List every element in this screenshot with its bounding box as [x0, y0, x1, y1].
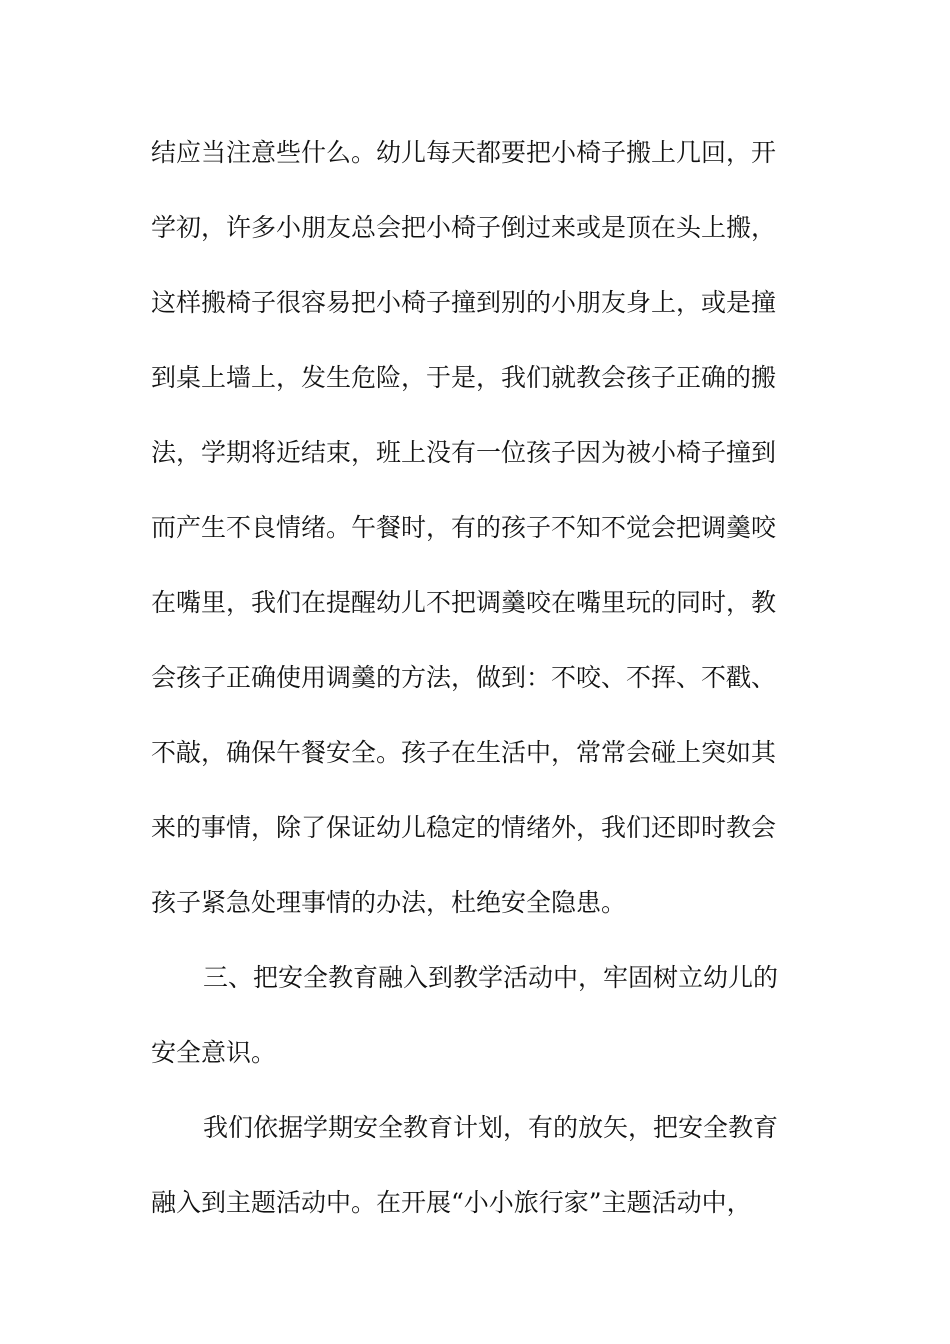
text-line: 会孩子正确使用调羹的方法，做到：不咬、不挥、不戳、 [151, 663, 777, 692]
text-line: 学初，许多小朋友总会把小椅子倒过来或是顶在头上搬， [151, 213, 777, 242]
text-line: 孩子紧急处理事情的办法，杜绝安全隐患。 [151, 888, 627, 917]
body-text [151, 128, 811, 1253]
text-line: 来的事情，除了保证幼儿稳定的情绪外，我们还即时教会 [151, 813, 777, 842]
text-line: 融入到主题活动中。在开展“小小旅行家”主题活动中， [151, 1188, 752, 1217]
section-heading-line: 安全意识。 [151, 1038, 277, 1067]
text-line: 不敲，确保午餐安全。孩子在生活中，常常会碰上突如其 [151, 738, 777, 767]
text-line: 法，学期将近结束，班上没有一位孩子因为被小椅子撞到 [151, 438, 777, 467]
text-line: 在嘴里，我们在提醒幼儿不把调羹咬在嘴里玩的同时，教 [151, 588, 777, 617]
text-line: 到桌上墙上，发生危险，于是，我们就教会孩子正确的搬 [151, 363, 777, 392]
text-line: 结应当注意些什么。幼儿每天都要把小椅子搬上几回，开 [151, 138, 777, 167]
section-heading-line: 三、把安全教育融入到教学活动中，牢固树立幼儿的 [203, 963, 779, 992]
paragraph-first-line: 我们依据学期安全教育计划，有的放矢，把安全教育 [203, 1113, 779, 1142]
text-line: 这样搬椅子很容易把小椅子撞到别的小朋友身上，或是撞 [151, 288, 777, 317]
text-line: 而产生不良情绪。午餐时，有的孩子不知不觉会把调羹咬 [151, 513, 777, 542]
